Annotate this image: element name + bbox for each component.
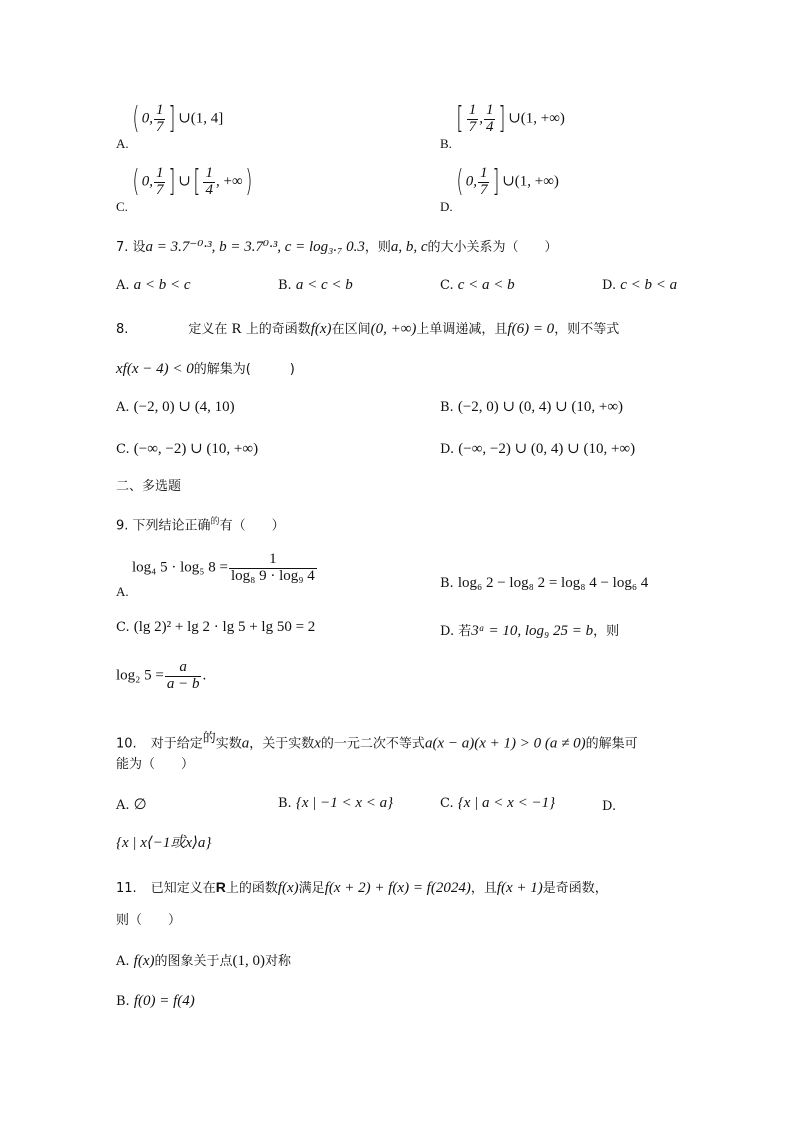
q9-a-lhs: log₄ 5 · log₅ 8 = [132,559,228,576]
q10-stem-line2: 能为（ ） [116,757,195,772]
q6-c-frac2: $\frac{1}{4}$ [205,165,213,198]
q6-a-frac: $\frac{1}{7}$ [155,102,164,135]
q8-ineq: xf(x − 4) < 0 [116,361,194,377]
q7-option-c[interactable] [440,278,515,293]
q10-option-a[interactable] [116,798,147,813]
q10-option-b[interactable] [278,796,393,811]
q8-cond: f(6) = 0 [507,321,555,337]
q8-t5: ，则不等式 [554,322,620,337]
q7-stem [116,240,558,255]
q10-de: 的 [202,731,216,746]
q11-eq: f(x + 2) + f(x) = f(2024) [324,880,471,896]
q10-a-label: A. [116,798,130,813]
q8-t2: 上的奇函数 [245,322,311,337]
q7-prefix: 7. 设 [116,240,146,255]
q10-c-math: {x | a < x < −1} [457,795,556,811]
q10-option-d[interactable] [602,800,616,813]
q9-stem-a: 9. 下列结论正确 [116,518,211,534]
q7-math: a = 3.7⁻⁰·³, b = 3.7⁰·³, c = log₃.₇ 0.3 [145,239,365,255]
q11-b-math: f(0) = f(4) [133,993,195,1009]
q10-a-math: ∅ [133,797,147,813]
q10-a: a [241,735,250,752]
q10-b-label: B. [278,796,292,811]
q10-d-label: D. [602,799,617,814]
q10-t4: 的一元二次不等式 [320,736,425,752]
q9-stem-de: 的 [210,517,220,527]
q9-b-label: B. [440,576,454,591]
q11-fx: f(x) [277,880,299,896]
q9-d-cont-frac: $\frac{a}{a - b}$ [166,659,200,692]
q9-option-a-math[interactable] [132,552,318,585]
q8-interval: (0, +∞) [370,321,417,337]
q9-d-then: ，则 [593,624,620,639]
q8-b-math: (−2, 0) ∪ (0, 4) ∪ (10, +∞) [457,399,624,415]
q11-t5: 是奇函数， [542,881,608,896]
q8-num: 8. [116,322,129,337]
q9-c-math: (lg 2)² + lg 2 · lg 5 + lg 50 = 2 [133,619,316,635]
q9-b-math: log₆ 2 − log₈ 2 = log₈ 4 − log₆ 4 [457,575,649,591]
q9-c-label: C. [116,620,130,635]
q8-c-label: C. [116,442,130,457]
q6-b-frac1: $\frac{1}{7}$ [468,102,477,135]
q10-num: 10. [116,736,137,752]
q6-option-a-math[interactable]: ( 0, $\frac{1}{7}$ ] ∪(1, 4] [132,101,224,137]
q9-d-cont-lhs: log₂ 5 = [116,667,164,684]
q8-t6: 的解集为( ) [193,362,295,377]
q10-stem-line1 [116,732,638,751]
q10-t3: ，关于实数 [249,736,315,752]
q9-stem-b: 有（ ） [219,518,285,534]
q9-d-ruo: 若 [458,624,472,639]
q11-fx1: f(x + 1) [496,880,543,896]
q8-t1: 定义在 [188,322,228,337]
q11-num: 11. [116,881,137,896]
q6-option-d-label[interactable]: D. [440,199,453,214]
q6-b-frac2: $\frac{1}{4}$ [485,102,494,135]
q6-c-frac1: $\frac{1}{7}$ [155,165,164,198]
q6-option-a-label[interactable]: A. [116,136,129,151]
q6-c-mid: ∪ [178,173,191,190]
q6-d-frac: $\frac{1}{7}$ [479,165,488,198]
q9-option-d[interactable] [440,624,619,639]
q7-vars: a, b, c [390,239,428,255]
q8-option-c[interactable] [116,442,258,457]
q9-stem [116,518,285,532]
q9-d-math: 3ᵃ = 10, log₉ 25 = b [471,623,594,639]
q10-b-math: {x | −1 < x < a} [295,795,394,811]
q6-a-pre: 0, [141,110,153,127]
q8-R: R [231,321,242,337]
q8-d-label: D. [440,442,455,457]
q8-d-math: (−∞, −2) ∪ (0, 4) ∪ (10, +∞) [458,441,636,457]
q10-ineq: a(x − a)(x + 1) > 0 (a ≠ 0) [424,735,586,752]
q10-t1: 对于给定 [150,736,203,752]
q8-fx: f(x) [310,321,332,337]
q11-a-fx: f(x) [133,953,155,969]
q9-option-a-label[interactable]: A. [116,584,129,599]
q6-d-post: ∪(1, +∞) [502,173,559,190]
q11-a-label: A. [116,954,130,969]
q6-b-post: ∪(1, +∞) [508,110,565,127]
q7-d-label: D. [602,278,617,293]
q8-option-d[interactable] [440,442,635,457]
q11-t3: 满足 [298,881,325,896]
q6-option-c-label[interactable]: C. [116,199,128,214]
q9-option-b[interactable] [440,576,648,591]
section-title-multi-choice: 二、多选题 [116,479,182,494]
q7-option-b[interactable] [278,278,353,293]
q9-option-c[interactable] [116,620,315,635]
q7-option-d[interactable] [602,278,677,293]
q8-option-a[interactable] [116,400,235,415]
q11-a-t2: 对称 [265,954,292,969]
q7-mid: ，则 [364,240,391,255]
q11-b-label: B. [116,994,130,1009]
q7-d-math: c < b < a [620,277,678,293]
q6-option-b-label[interactable]: B. [440,136,452,151]
q11-t2: 上的函数 [225,881,278,896]
q11-a-pt: (1, 0) [232,953,266,969]
q6-option-b-math[interactable]: [ $\frac{1}{7}$ , $\frac{1}{4}$ ] ∪(1, +∞) [456,101,565,137]
q8-t3: 在区间 [331,322,371,337]
q11-a-t: 的图象关于点 [154,954,233,969]
q11-option-b[interactable] [116,994,195,1009]
q6-a-post: ∪(1, 4] [178,110,224,127]
q8-option-b[interactable] [440,400,623,415]
q10-c-label: C. [440,796,454,811]
q7-c-label: C. [440,278,454,293]
q10-option-c[interactable] [440,796,555,811]
q8-a-math: (−2, 0) ∪ (4, 10) [133,399,235,415]
q6-d-pre: 0, [465,173,477,190]
q11-stem-line2: 则（ ） [116,913,182,928]
q9-a-frac: $\frac{1}{\text{log₈ 9 · log₉ 4}}$ [231,551,315,584]
q9-option-d-continued [116,660,206,693]
q8-a-label: A. [116,400,130,415]
q6-c-pre: 0, [141,173,153,190]
q10-x: x [314,735,321,752]
q8-stem-line1 [116,322,619,337]
q6-option-c-math[interactable]: ( 0, $\frac{1}{7}$ ] ∪[ $\frac{1}{4}$ , +∞) [132,164,253,200]
q9-d-label: D. [440,624,455,639]
q8-t4: 上单调递减，且 [416,322,508,337]
q6-option-d-math[interactable]: ( 0, $\frac{1}{7}$ ] ∪(1, +∞) [456,164,559,200]
q10-option-d-continued: {x | x⟨−1或x⟩a} [116,835,212,851]
q7-c-math: c < a < b [457,277,515,293]
q7-suffix: 的大小关系为（ ） [427,240,558,255]
q11-t4: ，且 [470,881,497,896]
q7-option-a[interactable] [116,278,191,293]
q7-a-math: a < b < c [133,277,191,293]
q7-b-label: B. [278,278,292,293]
q10-t2: 实数 [215,736,242,752]
q8-c-math: (−∞, −2) ∪ (10, +∞) [133,441,259,457]
q6-c-post: , +∞ [215,173,243,190]
q10-t5: 的解集可 [585,736,638,752]
q11-t1: 已知定义在 [150,881,216,896]
q8-stem-line2 [116,362,295,377]
q8-b-label: B. [440,400,454,415]
q7-a-label: A. [116,278,130,293]
q9-d-cont-end: . [202,667,207,684]
q7-b-math: a < c < b [295,277,353,293]
q11-R: R [215,879,226,895]
q11-stem-line1 [116,880,608,896]
q11-option-a[interactable] [116,954,291,969]
